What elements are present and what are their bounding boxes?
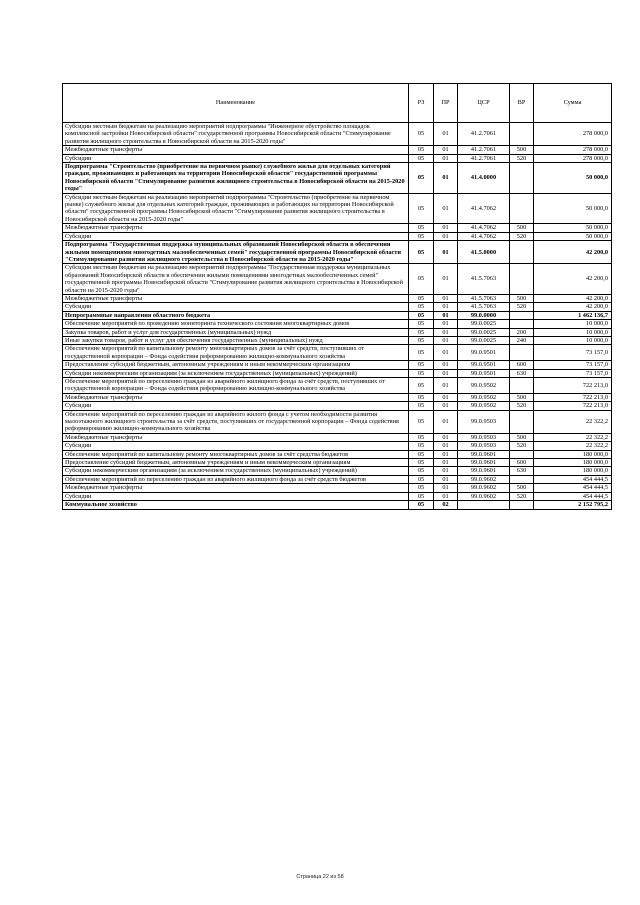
cell-sum: 180 000,0: [534, 467, 612, 475]
table-row: [63, 328, 612, 336]
cell-rz: 05: [409, 123, 434, 146]
cell-vr: 500: [510, 224, 534, 232]
table-row: [63, 345, 612, 361]
cell-name: Межбюджетные трансферты: [63, 146, 409, 154]
cell-pr: 01: [434, 311, 458, 319]
cell-sum: 22 322,2: [534, 433, 612, 441]
cell-pr: 01: [434, 393, 458, 401]
cell-vr: 600: [510, 459, 534, 467]
cell-csr: 99.0.9503: [458, 442, 510, 450]
cell-name: Обеспечение мероприятий по переселению граждан из аварийного жилого фонда с учетом необходимости развития малоэтажного жилищного строительства за счёт средств, поступивших от государственной корпорации – Фонда содействия реформированию жилищно-коммунального хозяйства: [63, 410, 409, 433]
cell-vr: 520: [510, 492, 534, 500]
cell-rz: 05: [409, 303, 434, 311]
header-name: Наименование: [63, 84, 409, 123]
cell-vr: [510, 501, 534, 509]
cell-csr: 99.0.0000: [458, 311, 510, 319]
cell-name: Закупка товаров, работ и услуг для государственных (муниципальных) нужд: [63, 328, 409, 336]
cell-sum: 42 200,0: [534, 294, 612, 302]
cell-rz: 05: [409, 361, 434, 369]
cell-name: Субсидии местным бюджетам на реализацию мероприятий подпрограммы "Государственная поддержка муниципальных образований Новосибирской области в обеспечении жилыми помещениями многодетных малообеспеченных семей" государственной программы Новосибирской области "Стимулирование развития жилищного строительства в Новосибирской области на 2015-2020 годы": [63, 264, 409, 295]
table-row: [63, 402, 612, 410]
cell-sum: 10 000,0: [534, 320, 612, 328]
cell-name: Межбюджетные трансферты: [63, 224, 409, 232]
table-row: [63, 241, 612, 264]
cell-name: Предоставление субсидий бюджетным, автономным учреждениям и иным некоммерческим организациям: [63, 459, 409, 467]
cell-rz: 05: [409, 154, 434, 162]
cell-pr: 01: [434, 345, 458, 361]
table-row: [63, 336, 612, 344]
cell-csr: 99.0.9602: [458, 492, 510, 500]
table-row: [63, 294, 612, 302]
cell-vr: [510, 345, 534, 361]
cell-rz: 05: [409, 224, 434, 232]
cell-name: Субсидии: [63, 303, 409, 311]
cell-pr: 01: [434, 442, 458, 450]
table-row: [63, 303, 612, 311]
cell-name: Субсидии местным бюджетам на реализацию мероприятий подпрограммы "Инженерное обустройство площадок комплексной застройки Новосибирской области" государственной программы Новосибирской области "Стимулирование развития жилищного строительства в Новосибирской области на 2015-2020 годы": [63, 123, 409, 146]
page-number: Страница 22 из 58: [296, 874, 344, 880]
cell-csr: 41.5.7063: [458, 303, 510, 311]
cell-pr: 01: [434, 336, 458, 344]
cell-csr: 99.0.9501: [458, 369, 510, 377]
cell-sum: 278 000,0: [534, 146, 612, 154]
cell-pr: 01: [434, 320, 458, 328]
cell-sum: 722 213,0: [534, 378, 612, 394]
cell-csr: 41.4.0000: [458, 163, 510, 194]
cell-pr: 01: [434, 163, 458, 194]
cell-vr: 520: [510, 442, 534, 450]
table-row: [63, 459, 612, 467]
cell-name: Межбюджетные трансферты: [63, 433, 409, 441]
cell-sum: 50 000,0: [534, 224, 612, 232]
cell-vr: 200: [510, 328, 534, 336]
table-header-row: [63, 84, 612, 123]
cell-sum: 722 213,0: [534, 402, 612, 410]
cell-pr: 01: [434, 264, 458, 295]
cell-pr: 01: [434, 475, 458, 483]
table-row: [63, 433, 612, 441]
table-row: [63, 378, 612, 394]
cell-pr: 01: [434, 410, 458, 433]
cell-rz: 05: [409, 336, 434, 344]
cell-rz: 05: [409, 369, 434, 377]
cell-name: Непрограммные направления областного бюджета: [63, 311, 409, 319]
cell-name: Межбюджетные трансферты: [63, 294, 409, 302]
table-row: [63, 163, 612, 194]
cell-sum: 50 000,0: [534, 163, 612, 194]
cell-sum: 722 213,0: [534, 393, 612, 401]
cell-sum: 42 200,0: [534, 264, 612, 295]
cell-sum: 454 444,5: [534, 484, 612, 492]
table-row: [63, 467, 612, 475]
cell-vr: [510, 123, 534, 146]
table-row: [63, 154, 612, 162]
cell-name: Субсидии: [63, 402, 409, 410]
cell-csr: 41.4.7062: [458, 193, 510, 224]
cell-vr: [510, 311, 534, 319]
budget-table-page: [62, 83, 611, 510]
table-row: [63, 232, 612, 240]
cell-rz: 05: [409, 410, 434, 433]
cell-sum: 10 000,0: [534, 328, 612, 336]
cell-pr: 01: [434, 224, 458, 232]
cell-pr: 01: [434, 492, 458, 500]
cell-csr: 41.2.7061: [458, 123, 510, 146]
cell-pr: 01: [434, 146, 458, 154]
cell-vr: 500: [510, 393, 534, 401]
cell-sum: 454 444,5: [534, 492, 612, 500]
table-row: [63, 311, 612, 319]
cell-vr: 630: [510, 369, 534, 377]
cell-vr: [510, 475, 534, 483]
cell-name: Обеспечение мероприятий по капитальному ремонту многоквартирных домов за счёт средства бюджетов: [63, 450, 409, 458]
table-row: [63, 146, 612, 154]
cell-csr: 99.0.9502: [458, 393, 510, 401]
table-row: [63, 484, 612, 492]
cell-vr: 500: [510, 294, 534, 302]
cell-sum: 180 000,0: [534, 459, 612, 467]
cell-name: Субсидии: [63, 492, 409, 500]
cell-sum: 1 462 136,7: [534, 311, 612, 319]
cell-csr: 41.2.7061: [458, 146, 510, 154]
table-row: [63, 361, 612, 369]
cell-csr: 99.0.9501: [458, 361, 510, 369]
table-row: [63, 442, 612, 450]
cell-csr: 99.0.9503: [458, 433, 510, 441]
cell-rz: 05: [409, 484, 434, 492]
cell-csr: 99.0.9502: [458, 402, 510, 410]
cell-rz: 05: [409, 393, 434, 401]
cell-pr: 01: [434, 123, 458, 146]
cell-csr: 99.0.9501: [458, 345, 510, 361]
cell-sum: 2 152 795,2: [534, 501, 612, 509]
table-row: [63, 393, 612, 401]
table-row: [63, 492, 612, 500]
cell-vr: 500: [510, 146, 534, 154]
cell-name: Иные закупки товаров, работ и услуг для обеспечения государственных (муниципальных) нужд: [63, 336, 409, 344]
cell-rz: 05: [409, 241, 434, 264]
cell-csr: 41.2.7061: [458, 154, 510, 162]
cell-csr: 99.0.0025: [458, 328, 510, 336]
cell-rz: 05: [409, 163, 434, 194]
cell-csr: 41.5.7063: [458, 294, 510, 302]
cell-csr: 41.5.7063: [458, 264, 510, 295]
cell-sum: 22 322,2: [534, 410, 612, 433]
cell-pr: 01: [434, 232, 458, 240]
table-row: [63, 320, 612, 328]
cell-pr: 01: [434, 459, 458, 467]
cell-sum: 180 000,0: [534, 450, 612, 458]
cell-vr: 600: [510, 361, 534, 369]
cell-csr: 99.0.9602: [458, 484, 510, 492]
cell-pr: 01: [434, 402, 458, 410]
cell-vr: [510, 264, 534, 295]
cell-vr: [510, 163, 534, 194]
cell-vr: 520: [510, 402, 534, 410]
cell-rz: 05: [409, 193, 434, 224]
cell-csr: 99.0.0025: [458, 336, 510, 344]
cell-pr: 01: [434, 328, 458, 336]
cell-rz: 05: [409, 492, 434, 500]
cell-csr: 99.0.9602: [458, 475, 510, 483]
table-row: [63, 264, 612, 295]
cell-vr: 240: [510, 336, 534, 344]
cell-rz: 05: [409, 433, 434, 441]
cell-name: Обеспечение мероприятий по переселению граждан из аварийного жилищного фонда за счёт средств, поступивших от государственной корпорации – Фонда содействия реформированию жилищно-коммунального хозяйства: [63, 378, 409, 394]
header-csr: ЦСР: [458, 84, 510, 123]
cell-vr: 520: [510, 154, 534, 162]
table-row: [63, 369, 612, 377]
cell-vr: 520: [510, 232, 534, 240]
cell-pr: 01: [434, 484, 458, 492]
cell-csr: 99.0.9601: [458, 450, 510, 458]
cell-name: Обеспечение мероприятий по проведению мониторинга технического состояния многоквартирных домов: [63, 320, 409, 328]
cell-rz: 05: [409, 146, 434, 154]
cell-pr: 01: [434, 303, 458, 311]
cell-sum: 10 000,0: [534, 336, 612, 344]
cell-pr: 01: [434, 241, 458, 264]
cell-csr: 99.0.9503: [458, 410, 510, 433]
cell-rz: 05: [409, 450, 434, 458]
cell-sum: 73 157,0: [534, 345, 612, 361]
cell-rz: 05: [409, 501, 434, 509]
cell-vr: 520: [510, 303, 534, 311]
cell-name: Обеспечение мероприятий по капитальному ремонту многоквартирных домов за счёт средств, поступивших от государственной корпорации – Фонда содействия реформированию жилищно-коммунального хозяйства: [63, 345, 409, 361]
cell-rz: 05: [409, 442, 434, 450]
cell-sum: 278 000,0: [534, 154, 612, 162]
cell-name: Межбюджетные трансферты: [63, 484, 409, 492]
cell-sum: 50 000,0: [534, 232, 612, 240]
cell-pr: 01: [434, 294, 458, 302]
table-row: [63, 410, 612, 433]
cell-rz: 05: [409, 402, 434, 410]
cell-sum: 22 322,2: [534, 442, 612, 450]
cell-vr: [510, 450, 534, 458]
cell-name: Субсидии: [63, 442, 409, 450]
cell-csr: [458, 501, 510, 509]
cell-name: Обеспечение мероприятий по переселению граждан из аварийного жилищного фонда за счёт средств бюджетов: [63, 475, 409, 483]
header-rz: РЗ: [409, 84, 434, 123]
cell-pr: 01: [434, 361, 458, 369]
header-sum: Сумма: [534, 84, 612, 123]
cell-name: Субсидии местным бюджетам на реализацию мероприятий подпрограммы "Строительство (приобретение на первичном рынке) служебного жилья для отдельных категорий граждан, проживающих и работающих на территории Новосибирской области" государственной программы Новосибирской области "Стимулирование развития жилищного строительства в Новосибирской области на 2015-2020 годы": [63, 193, 409, 224]
cell-rz: 05: [409, 459, 434, 467]
cell-name: Подпрограмма "Государственная поддержка муниципальных образований Новосибирской области в обеспечении жилыми помещениями многодетных малообеспеченных семей" государственной программы Новосибирской области "Стимулирование развития жилищного строительства в Новосибирской области на 2015-2020 годы": [63, 241, 409, 264]
cell-pr: 01: [434, 369, 458, 377]
table-row: [63, 224, 612, 232]
cell-csr: 99.0.9502: [458, 378, 510, 394]
cell-vr: [510, 410, 534, 433]
cell-sum: 42 200,0: [534, 241, 612, 264]
table-row: [63, 475, 612, 483]
cell-pr: 01: [434, 378, 458, 394]
header-pr: ПР: [434, 84, 458, 123]
cell-rz: 05: [409, 328, 434, 336]
table-body: [63, 123, 612, 510]
cell-rz: 05: [409, 232, 434, 240]
cell-sum: 73 157,0: [534, 361, 612, 369]
cell-csr: 41.4.7062: [458, 232, 510, 240]
cell-rz: 05: [409, 294, 434, 302]
cell-name: Субсидии некоммерческим организациям (за исключением государственных (муниципальных) учреждений): [63, 467, 409, 475]
cell-name: Подпрограмма "Строительство (приобретение на первичном рынке) служебного жилья для отдельных категорий граждан, проживающих и работающих на территории Новосибирской области" государственной программы Новосибирской области "Стимулирование развития жилищного строительства в Новосибирской области на 2015-2020 годы": [63, 163, 409, 194]
cell-name: Субсидии некоммерческим организациям (за исключением государственных (муниципальных) учреждений): [63, 369, 409, 377]
cell-name: Межбюджетные трансферты: [63, 393, 409, 401]
cell-rz: 05: [409, 311, 434, 319]
cell-pr: 01: [434, 450, 458, 458]
cell-sum: 50 000,0: [534, 193, 612, 224]
cell-sum: 454 444,5: [534, 475, 612, 483]
cell-vr: [510, 320, 534, 328]
cell-pr: 01: [434, 467, 458, 475]
table-row: [63, 501, 612, 509]
cell-rz: 05: [409, 264, 434, 295]
cell-pr: 01: [434, 193, 458, 224]
table-row: [63, 450, 612, 458]
cell-pr: 01: [434, 154, 458, 162]
cell-csr: 41.5.0000: [458, 241, 510, 264]
cell-rz: 05: [409, 320, 434, 328]
cell-pr: 02: [434, 501, 458, 509]
cell-name: Субсидии: [63, 232, 409, 240]
cell-vr: 500: [510, 484, 534, 492]
cell-csr: 99.0.9601: [458, 467, 510, 475]
header-vr: ВР: [510, 84, 534, 123]
cell-sum: 73 157,0: [534, 369, 612, 377]
table-row: [63, 123, 612, 146]
cell-rz: 05: [409, 378, 434, 394]
cell-rz: 05: [409, 475, 434, 483]
cell-csr: 99.0.0025: [458, 320, 510, 328]
cell-vr: [510, 241, 534, 264]
cell-rz: 05: [409, 467, 434, 475]
cell-csr: 99.0.9601: [458, 459, 510, 467]
cell-vr: [510, 193, 534, 224]
cell-vr: 500: [510, 433, 534, 441]
cell-vr: 630: [510, 467, 534, 475]
cell-sum: 42 200,0: [534, 303, 612, 311]
table-row: [63, 193, 612, 224]
cell-rz: 05: [409, 345, 434, 361]
cell-name: Субсидии: [63, 154, 409, 162]
cell-csr: 41.4.7062: [458, 224, 510, 232]
cell-vr: [510, 378, 534, 394]
cell-name: Коммунальное хозяйство: [63, 501, 409, 509]
cell-name: Предоставление субсидий бюджетным, автономным учреждениям и иным некоммерческим организациям: [63, 361, 409, 369]
budget-table: [62, 83, 612, 510]
cell-pr: 01: [434, 433, 458, 441]
cell-sum: 278 000,0: [534, 123, 612, 146]
